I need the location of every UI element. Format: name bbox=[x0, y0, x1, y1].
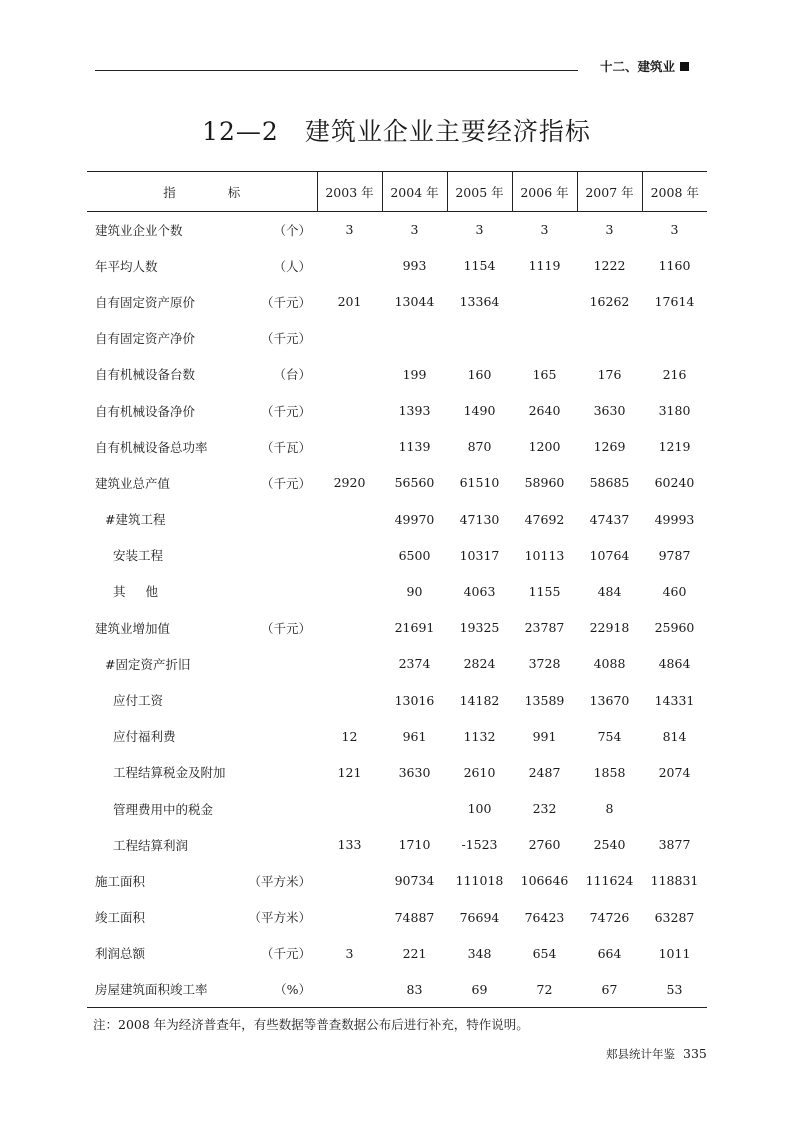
indicator-cell bbox=[87, 248, 317, 284]
value-cell: 1154 bbox=[463, 258, 496, 274]
value-cell: 1858 bbox=[593, 764, 626, 780]
table-row bbox=[87, 827, 707, 863]
value-cell: 100 bbox=[467, 801, 492, 817]
value-cell bbox=[382, 320, 447, 356]
value-cell bbox=[512, 320, 577, 356]
indicator-cell bbox=[87, 501, 317, 537]
value-cell: 2760 bbox=[528, 837, 561, 853]
value-cell: 58960 bbox=[524, 475, 565, 491]
table-row bbox=[87, 971, 707, 1007]
table-row bbox=[87, 863, 707, 899]
indicator-name: 工程结算利润 bbox=[113, 837, 189, 853]
table-header-row bbox=[87, 172, 707, 212]
indicator-cell bbox=[87, 392, 317, 428]
value-cell bbox=[317, 248, 382, 284]
indicator-name: 房屋建筑面积竣工率 bbox=[95, 982, 208, 998]
indicator-name: #建筑工程 bbox=[105, 512, 166, 528]
indicator-name: 安装工程 bbox=[113, 548, 164, 564]
value-cell: 13044 bbox=[394, 294, 435, 310]
indicator-cell bbox=[87, 573, 317, 609]
value-cell bbox=[317, 537, 382, 573]
page-title bbox=[0, 112, 793, 148]
value-cell: 4088 bbox=[593, 656, 626, 672]
indicator-cell bbox=[87, 863, 317, 899]
indicator-unit: （千元） bbox=[260, 331, 311, 347]
value-cell: 133 bbox=[337, 837, 362, 853]
table-row bbox=[87, 682, 707, 718]
year-header: 2008 年 bbox=[642, 172, 707, 212]
value-cell: 3877 bbox=[658, 837, 691, 853]
indicator-cell bbox=[87, 899, 317, 935]
value-cell: 69 bbox=[447, 971, 512, 1007]
value-cell: 49993 bbox=[654, 511, 695, 527]
statistics-table bbox=[87, 171, 707, 1008]
value-cell: 3 bbox=[345, 945, 354, 961]
value-cell: 3 bbox=[475, 222, 484, 238]
value-cell: 10317 bbox=[459, 547, 500, 563]
value-cell bbox=[317, 356, 382, 392]
value-cell: 9787 bbox=[658, 547, 691, 563]
section-label bbox=[600, 57, 700, 75]
indicator-cell bbox=[87, 356, 317, 392]
table-row bbox=[87, 791, 707, 827]
indicator-cell bbox=[87, 212, 317, 248]
value-cell: 17614 bbox=[654, 294, 695, 310]
indicator-cell bbox=[87, 682, 317, 718]
indicator-name: 利润总额 bbox=[95, 946, 146, 962]
indicator-name: 自有固定资产净价 bbox=[95, 331, 196, 347]
value-cell bbox=[317, 501, 382, 537]
footnote: 注：2008 年为经济普查年，有些数据等普查数据公布后进行补充，特作说明。 bbox=[93, 1017, 529, 1032]
value-cell bbox=[317, 610, 382, 646]
indicator-unit: （%） bbox=[274, 982, 311, 998]
table-row bbox=[87, 284, 707, 320]
indicator-cell bbox=[87, 971, 317, 1007]
value-cell: 25960 bbox=[654, 620, 695, 636]
indicator-cell bbox=[87, 791, 317, 827]
indicator-cell bbox=[87, 284, 317, 320]
value-cell: 654 bbox=[532, 945, 557, 961]
value-cell bbox=[317, 899, 382, 935]
value-cell: 2487 bbox=[528, 764, 561, 780]
value-cell: 993 bbox=[402, 258, 427, 274]
value-cell: 13364 bbox=[459, 294, 500, 310]
value-cell: -1523 bbox=[461, 837, 498, 853]
indicator-unit: （千元） bbox=[260, 946, 311, 962]
value-cell: 22918 bbox=[589, 620, 630, 636]
value-cell: 19325 bbox=[459, 620, 500, 636]
table-row bbox=[87, 718, 707, 754]
value-cell: 67 bbox=[577, 971, 642, 1007]
page-footer bbox=[606, 1046, 707, 1062]
value-cell: 1119 bbox=[528, 258, 561, 274]
indicator-cell bbox=[87, 465, 317, 501]
value-cell: 1011 bbox=[658, 945, 691, 961]
indicator-name: 年平均人数 bbox=[95, 258, 158, 274]
indicator-cell bbox=[87, 646, 317, 682]
value-cell: 121 bbox=[337, 764, 362, 780]
value-cell: 47130 bbox=[459, 511, 500, 527]
value-cell: 111624 bbox=[585, 873, 634, 889]
value-cell: 49970 bbox=[394, 511, 435, 527]
indicator-column-header: 指 标 bbox=[87, 172, 317, 212]
value-cell bbox=[642, 791, 707, 827]
indicator-unit: （千元） bbox=[260, 294, 311, 310]
value-cell: 16262 bbox=[589, 294, 630, 310]
table-row bbox=[87, 356, 707, 392]
value-cell bbox=[317, 682, 382, 718]
value-cell: 176 bbox=[597, 366, 622, 382]
value-cell bbox=[317, 573, 382, 609]
value-cell: 160 bbox=[467, 366, 492, 382]
value-cell: 74726 bbox=[589, 909, 630, 925]
table-row bbox=[87, 429, 707, 465]
indicator-unit: （千瓦） bbox=[260, 439, 311, 455]
value-cell: 58685 bbox=[589, 475, 630, 491]
table-row bbox=[87, 248, 707, 284]
value-cell: 1155 bbox=[528, 583, 561, 599]
table-row bbox=[87, 646, 707, 682]
value-cell: 991 bbox=[532, 728, 557, 744]
table-row bbox=[87, 610, 707, 646]
value-cell bbox=[317, 320, 382, 356]
indicator-name: 建筑业企业个数 bbox=[95, 222, 183, 238]
value-cell: 3 bbox=[540, 222, 549, 238]
value-cell: 199 bbox=[402, 366, 427, 382]
indicator-name: 建筑业增加值 bbox=[95, 620, 171, 636]
value-cell: 165 bbox=[532, 366, 557, 382]
value-cell bbox=[317, 429, 382, 465]
value-cell: 201 bbox=[337, 294, 362, 310]
value-cell: 76423 bbox=[524, 909, 565, 925]
value-cell: 4063 bbox=[463, 583, 496, 599]
value-cell: 6500 bbox=[398, 547, 431, 563]
value-cell: 1160 bbox=[658, 258, 691, 274]
value-cell: 4864 bbox=[658, 656, 691, 672]
value-cell: 63287 bbox=[654, 909, 695, 925]
value-cell: 1139 bbox=[398, 439, 431, 455]
indicator-name: 其他 bbox=[113, 584, 179, 600]
indicator-unit: （人） bbox=[273, 258, 311, 274]
value-cell: 3 bbox=[345, 222, 354, 238]
indicator-name: 自有固定资产原价 bbox=[95, 294, 196, 310]
value-cell: 60240 bbox=[654, 475, 695, 491]
value-cell: 870 bbox=[467, 439, 492, 455]
indicator-name: 工程结算税金及附加 bbox=[113, 765, 226, 781]
table-row bbox=[87, 392, 707, 428]
indicator-unit: （台） bbox=[273, 367, 311, 383]
value-cell: 3 bbox=[670, 222, 679, 238]
value-cell: 2074 bbox=[658, 764, 691, 780]
value-cell: 3630 bbox=[398, 764, 431, 780]
year-header: 2003 年 bbox=[317, 172, 382, 212]
value-cell: 1269 bbox=[593, 439, 626, 455]
indicator-name: 自有机械设备总功率 bbox=[95, 439, 208, 455]
table-row bbox=[87, 212, 707, 248]
value-cell: 348 bbox=[467, 945, 492, 961]
value-cell bbox=[317, 863, 382, 899]
publication-name: 郏县统计年鉴 bbox=[606, 1047, 675, 1061]
indicator-cell bbox=[87, 320, 317, 356]
indicator-name: 自有机械设备台数 bbox=[95, 367, 196, 383]
value-cell: 14182 bbox=[459, 692, 500, 708]
table-number: 12—2 bbox=[202, 117, 279, 146]
value-cell: 118831 bbox=[650, 873, 699, 889]
value-cell: 754 bbox=[597, 728, 622, 744]
value-cell bbox=[447, 320, 512, 356]
value-cell: 2824 bbox=[463, 656, 496, 672]
table-row bbox=[87, 320, 707, 356]
indicator-name: 建筑业总产值 bbox=[95, 475, 171, 491]
value-cell: 1490 bbox=[463, 403, 496, 419]
value-cell: 74887 bbox=[394, 909, 435, 925]
value-cell: 21691 bbox=[394, 620, 435, 636]
value-cell bbox=[382, 791, 447, 827]
indicator-cell bbox=[87, 718, 317, 754]
value-cell: 814 bbox=[662, 728, 687, 744]
table-row bbox=[87, 573, 707, 609]
indicator-cell bbox=[87, 935, 317, 971]
value-cell: 14331 bbox=[654, 692, 695, 708]
indicator-unit: （平方米） bbox=[248, 910, 311, 926]
value-cell: 3180 bbox=[658, 403, 691, 419]
year-header: 2007 年 bbox=[577, 172, 642, 212]
value-cell: 2540 bbox=[593, 837, 626, 853]
value-cell: 484 bbox=[597, 583, 622, 599]
value-cell bbox=[512, 284, 577, 320]
value-cell: 3728 bbox=[528, 656, 561, 672]
indicator-cell bbox=[87, 827, 317, 863]
table-row bbox=[87, 935, 707, 971]
value-cell bbox=[317, 791, 382, 827]
year-header: 2006 年 bbox=[512, 172, 577, 212]
value-cell: 53 bbox=[642, 971, 707, 1007]
value-cell: 1200 bbox=[528, 439, 561, 455]
value-cell: 221 bbox=[402, 945, 427, 961]
indicator-unit: （平方米） bbox=[248, 873, 311, 889]
indicator-cell bbox=[87, 610, 317, 646]
indicator-name: 应付福利费 bbox=[113, 729, 176, 745]
value-cell: 10113 bbox=[524, 547, 565, 563]
indicator-unit: （千元） bbox=[260, 620, 311, 636]
square-bullet-icon bbox=[680, 62, 689, 71]
value-cell: 2920 bbox=[333, 475, 366, 491]
value-cell: 83 bbox=[382, 971, 447, 1007]
value-cell: 56560 bbox=[394, 475, 435, 491]
value-cell: 111018 bbox=[455, 873, 504, 889]
indicator-name: 自有机械设备净价 bbox=[95, 403, 196, 419]
value-cell: 13016 bbox=[394, 692, 435, 708]
table-row bbox=[87, 501, 707, 537]
indicator-name: 管理费用中的税金 bbox=[113, 801, 214, 817]
indicator-unit: （个） bbox=[273, 222, 311, 238]
value-cell: 13589 bbox=[524, 692, 565, 708]
indicator-name: #固定资产折旧 bbox=[105, 656, 191, 672]
value-cell bbox=[317, 646, 382, 682]
value-cell bbox=[317, 392, 382, 428]
value-cell bbox=[317, 971, 382, 1007]
value-cell: 3 bbox=[605, 222, 614, 238]
indicator-cell bbox=[87, 429, 317, 465]
value-cell: 1222 bbox=[593, 258, 626, 274]
value-cell: 3630 bbox=[593, 403, 626, 419]
value-cell: 90734 bbox=[394, 873, 435, 889]
value-cell: 216 bbox=[662, 366, 687, 382]
indicator-name: 施工面积 bbox=[95, 873, 146, 889]
value-cell: 2640 bbox=[528, 403, 561, 419]
indicator-cell bbox=[87, 754, 317, 790]
value-cell: 10764 bbox=[589, 547, 630, 563]
year-header: 2004 年 bbox=[382, 172, 447, 212]
page-number: 335 bbox=[683, 1046, 707, 1061]
value-cell: 106646 bbox=[520, 873, 569, 889]
indicator-cell bbox=[87, 537, 317, 573]
indicator-unit: （千元） bbox=[260, 475, 311, 491]
value-cell: 13670 bbox=[589, 692, 630, 708]
value-cell bbox=[642, 320, 707, 356]
value-cell: 47692 bbox=[524, 511, 565, 527]
value-cell: 61510 bbox=[459, 475, 500, 491]
value-cell: 232 bbox=[532, 801, 557, 817]
value-cell: 460 bbox=[662, 583, 687, 599]
table-title: 建筑业企业主要经济指标 bbox=[304, 117, 591, 146]
value-cell: 2374 bbox=[398, 656, 431, 672]
value-cell: 8 bbox=[605, 801, 614, 817]
value-cell: 12 bbox=[341, 728, 358, 744]
indicator-unit: （千元） bbox=[260, 403, 311, 419]
value-cell: 23787 bbox=[524, 620, 565, 636]
table-row bbox=[87, 754, 707, 790]
table-row bbox=[87, 899, 707, 935]
year-header: 2005 年 bbox=[447, 172, 512, 212]
value-cell: 47437 bbox=[589, 511, 630, 527]
indicator-name: 竣工面积 bbox=[95, 910, 146, 926]
table-row bbox=[87, 537, 707, 573]
value-cell: 1710 bbox=[398, 837, 431, 853]
value-cell: 1132 bbox=[463, 728, 496, 744]
value-cell: 72 bbox=[512, 971, 577, 1007]
header-rule bbox=[95, 70, 578, 71]
value-cell: 3 bbox=[410, 222, 419, 238]
value-cell: 76694 bbox=[459, 909, 500, 925]
indicator-name: 应付工资 bbox=[113, 693, 164, 709]
table-row bbox=[87, 465, 707, 501]
value-cell: 90 bbox=[406, 583, 423, 599]
section-name: 十二、建筑业 bbox=[600, 59, 676, 74]
value-cell: 664 bbox=[597, 945, 622, 961]
value-cell: 2610 bbox=[463, 764, 496, 780]
value-cell: 1219 bbox=[658, 439, 691, 455]
value-cell bbox=[577, 320, 642, 356]
value-cell: 961 bbox=[402, 728, 427, 744]
value-cell: 1393 bbox=[398, 403, 431, 419]
